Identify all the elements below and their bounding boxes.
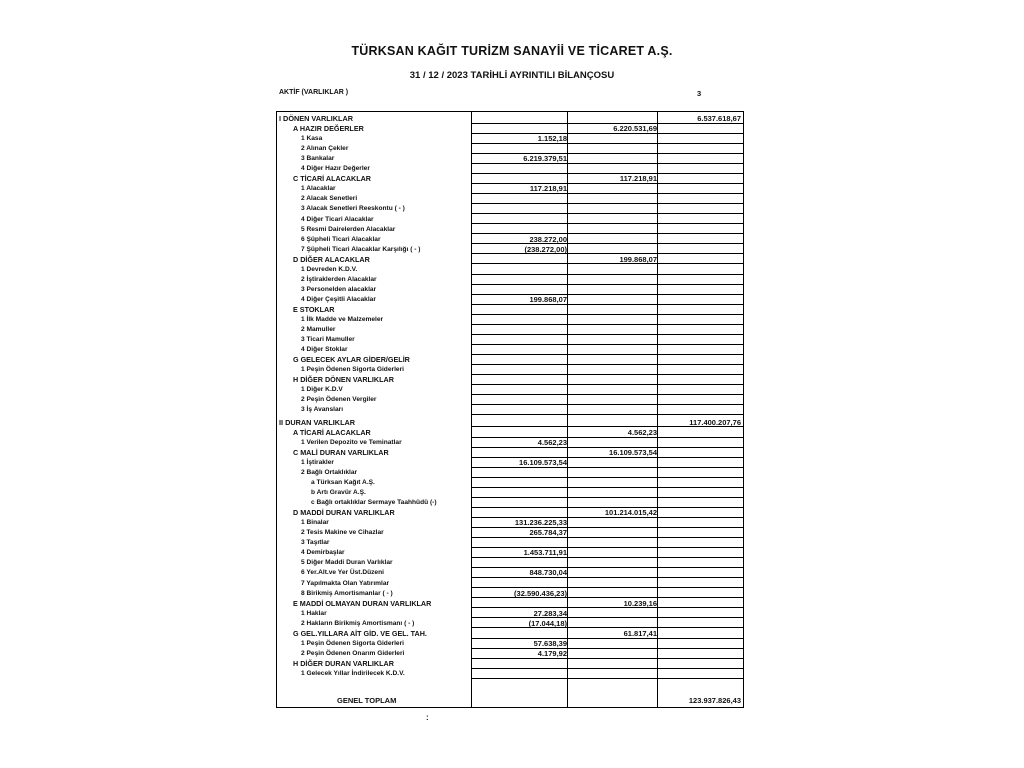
table-row (277, 659, 743, 669)
grand-total-label: GENEL TOPLAM (337, 696, 397, 705)
row-label: A HAZIR DEĞERLER (293, 124, 364, 134)
row-label: 1 Haklar (301, 609, 327, 617)
row-label: 2 Hakların Birikmiş Amortismanı ( - ) (301, 619, 415, 627)
table-row (277, 488, 743, 498)
row-label: 3 Taşıtlar (301, 539, 330, 547)
table-row (277, 335, 743, 345)
row-label: 2 Mamuller (301, 326, 336, 334)
row-label: 1 Alacaklar (301, 185, 336, 193)
row-label: E STOKLAR (293, 304, 335, 314)
row-value-c1: 57.638,39 (533, 638, 567, 648)
table-row (277, 164, 743, 174)
row-label: c Bağlı ortaklıklar Sermaye Taahhüdü (-) (311, 499, 437, 507)
table-row (277, 345, 743, 355)
row-label: G GEL.YILLARA AİT GİD. VE GEL. TAH. (293, 628, 427, 638)
row-label: C TİCARİ ALACAKLAR (293, 174, 371, 184)
row-label: 4 Demirbaşlar (301, 549, 345, 557)
table-row (277, 405, 743, 415)
row-label: 3 Alacak Senetleri Reeskontu ( - ) (301, 205, 405, 213)
table-row (277, 285, 743, 295)
table-row (277, 589, 743, 599)
balance-sheet-table (276, 111, 744, 708)
table-row (277, 375, 743, 385)
row-label: D MADDİ DURAN VARLIKLAR (293, 508, 395, 518)
table-row (277, 355, 743, 365)
row-label: 1 Peşin Ödenen Sigorta Giderleri (301, 366, 404, 374)
row-value-c1: 265.784,37 (529, 528, 567, 538)
row-value-c2: 101.214.015,42 (604, 508, 657, 518)
table-row (277, 204, 743, 214)
table-row (277, 184, 743, 194)
row-value-c1: 27.283,34 (533, 608, 567, 618)
row-value-c3: 6.537.618,67 (697, 114, 741, 123)
row-label: 1 Binalar (301, 519, 329, 527)
table-row (277, 639, 743, 649)
table-row (277, 518, 743, 528)
row-label: 4 Diğer Çeşitli Alacaklar (301, 295, 376, 303)
table-row (277, 174, 743, 184)
row-label: 2 Peşin Ödenen Vergiler (301, 396, 377, 404)
row-label: a Türksan Kağıt A.Ş. (311, 479, 375, 486)
row-label: I DÖNEN VARLIKLAR (279, 114, 354, 123)
table-row (277, 134, 743, 144)
table-row (277, 609, 743, 619)
row-label: G GELECEK AYLAR GİDER/GELİR (293, 355, 410, 365)
table-row (277, 498, 743, 508)
table-row (277, 448, 743, 458)
table-row (277, 144, 743, 154)
table-row (277, 235, 743, 245)
row-label: 1 Diğer K.D.V (301, 386, 343, 394)
row-value-c1: 4.179,92 (537, 648, 567, 658)
row-label: 4 Diğer Ticari Alacaklar (301, 215, 374, 223)
table-row (277, 619, 743, 629)
row-label: 3 İş Avansları (301, 406, 344, 414)
table-row (277, 265, 743, 275)
table-row (277, 538, 743, 548)
row-value-c1: 1.152,18 (537, 134, 567, 144)
row-label: 1 Gelecek Yıllar İndirilecek K.D.V. (301, 669, 405, 677)
row-label: 4 Diğer Hazır Değerler (301, 165, 370, 173)
table-row (277, 154, 743, 164)
row-label: 1 Peşin Ödenen Sigorta Giderleri (301, 639, 404, 647)
table-row (277, 275, 743, 285)
table-row (277, 438, 743, 448)
table-row (277, 478, 743, 488)
row-label: 1 Verilen Depozito ve Teminatlar (301, 438, 402, 446)
row-label: 1 İştirakler (301, 458, 334, 466)
row-value-c1: 131.236.225,33 (514, 518, 567, 528)
row-label: 2 Alınan Çekler (301, 145, 349, 153)
row-label: 7 Şüpheli Ticari Alacaklar Karşılığı ( - ) (301, 245, 421, 253)
table-row (277, 315, 743, 325)
row-value-c2: 117.218,91 (619, 174, 657, 184)
table-row (277, 245, 743, 255)
row-value-c2: 10.239,16 (623, 598, 657, 608)
grand-total-value: 123.937.826,43 (688, 696, 741, 705)
row-label: 7 Yapılmakta Olan Yatırımlar (301, 579, 390, 587)
table-row (277, 395, 743, 405)
section-label: AKTİF (VARLIKLAR ) (279, 89, 349, 96)
row-label: 8 Birikmiş Amortismanlar ( - ) (301, 589, 393, 597)
row-label: 4 Diğer Stoklar (301, 346, 348, 354)
table-row (277, 669, 743, 679)
table-row (277, 579, 743, 589)
row-label: 2 İştiraklerden Alacaklar (301, 275, 377, 283)
row-label: D DİĞER ALACAKLAR (293, 254, 370, 264)
table-row (277, 385, 743, 395)
row-value-c1: 16.109.573,54 (519, 457, 567, 467)
row-value-c1: 4.562,23 (537, 437, 567, 447)
table-row (277, 649, 743, 659)
stray-mark: : (426, 713, 429, 722)
table-row (277, 458, 743, 468)
table-row (277, 508, 743, 518)
table-row (277, 215, 743, 225)
table-row (277, 114, 743, 124)
row-label: A TİCARİ ALACAKLAR (293, 427, 371, 437)
table-row (277, 629, 743, 639)
row-label: 2 Bağlı Ortaklıklar (301, 468, 358, 476)
row-label: 1 Kasa (301, 135, 323, 143)
row-value-c1: 199.868,07 (529, 294, 567, 304)
row-value-c1: 117.218,91 (529, 184, 567, 194)
table-row (277, 305, 743, 315)
table-row (277, 124, 743, 134)
table-row (277, 255, 743, 265)
table-row (277, 325, 743, 335)
table-row (277, 599, 743, 609)
balance-sheet-subtitle: 31 / 12 / 2023 TARİHLİ AYRINTILI BİLANÇOSU (409, 70, 615, 81)
row-value-c2: 199.868,07 (619, 254, 657, 264)
row-value-c2: 61.817,41 (623, 628, 657, 638)
row-label: 3 Personelden alacaklar (301, 285, 377, 293)
table-row (277, 418, 743, 428)
table-row (277, 558, 743, 568)
page-number: 3 (697, 89, 702, 98)
row-value-c1: 6.219.379,51 (523, 154, 567, 164)
row-value-c1: (17.044,18) (528, 618, 567, 628)
row-value-c1: (32.590.436,23) (514, 588, 567, 598)
row-value-c1: 848.730,04 (529, 568, 567, 578)
balance-sheet-rows (277, 112, 743, 707)
row-label: 5 Resmi Dairelerden Alacaklar (301, 225, 396, 233)
row-value-c1: (238.272,00) (524, 244, 567, 254)
row-label: C MALİ DURAN VARLIKLAR (293, 447, 389, 457)
grand-total-row (277, 696, 743, 706)
row-label: E MADDİ OLMAYAN DURAN VARLIKLAR (293, 598, 432, 608)
row-label: b Artı Gravür A.Ş. (311, 489, 366, 497)
table-row (277, 225, 743, 235)
row-label: 3 Ticari Mamuller (301, 336, 355, 344)
row-label: II DURAN VARLIKLAR (279, 417, 356, 427)
company-title: TÜRKSAN KAĞIT TURİZM SANAYİİ VE TİCARET A.Ş. (351, 44, 673, 58)
table-row (277, 194, 743, 204)
row-label: H DİĞER DÖNEN VARLIKLAR (293, 375, 394, 385)
row-label: H DİĞER DURAN VARLIKLAR (293, 658, 394, 668)
table-row (277, 468, 743, 478)
row-label: 2 Tesis Makine ve Cihazlar (301, 529, 384, 537)
row-label: 1 İlk Madde ve Malzemeler (301, 316, 384, 323)
table-row (277, 548, 743, 558)
row-label: 6 Şüpheli Ticari Alacaklar (301, 235, 381, 243)
row-label: 2 Peşin Ödenen Onarım Giderleri (301, 649, 405, 657)
table-row (277, 428, 743, 438)
row-label: 6 Yer.Alt.ve Yer Üst.Düzeni (301, 569, 384, 577)
row-value-c2: 6.220.531,69 (613, 124, 657, 134)
row-value-c1: 238.272,00 (529, 234, 567, 244)
row-value-c1: 1.453.711,91 (523, 548, 567, 558)
row-value-c2: 16.109.573,54 (609, 447, 657, 457)
table-row (277, 365, 743, 375)
row-label: 5 Diğer Maddi Duran Varlıklar (301, 559, 393, 567)
row-label: 3 Bankalar (301, 155, 335, 163)
table-row (277, 568, 743, 578)
row-label: 2 Alacak Senetleri (301, 195, 358, 203)
table-row (277, 295, 743, 305)
row-label: 1 Devreden K.D.V. (301, 265, 358, 273)
table-row (277, 528, 743, 538)
row-value-c2: 4.562,23 (627, 427, 657, 437)
row-value-c3: 117.400.207,76 (689, 417, 741, 427)
